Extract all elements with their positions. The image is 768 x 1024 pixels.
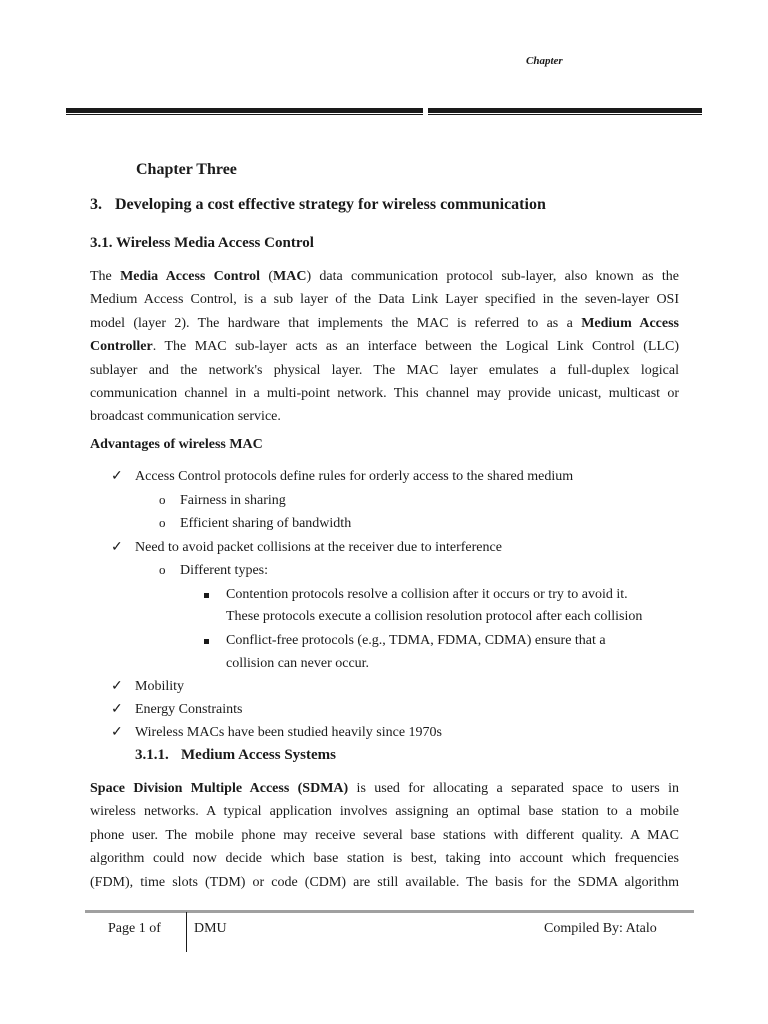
section-title: Developing a cost effective strategy for wireless communication <box>115 196 546 213</box>
subsection-heading: 3.1. Wireless Media Access Control <box>90 235 314 251</box>
circle-bullet-icon: o <box>159 492 166 507</box>
section-number: 3. <box>90 196 102 213</box>
text-run: model (layer 2). The hardware that implements the MAC is referred to as a <box>90 315 582 331</box>
list-item-text: Wireless MACs have been studied heavily since 1970s <box>135 725 442 740</box>
intro-paragraph <box>90 265 679 429</box>
sdma-line-1 <box>90 777 679 800</box>
advantages-heading: Advantages of wireless MAC <box>90 437 263 452</box>
check-icon: ✓ <box>111 540 123 555</box>
sub-list-item <box>159 562 268 580</box>
list-item-text: Fairness in sharing <box>180 493 286 508</box>
header-rule-left-thin <box>66 114 423 115</box>
list-item-text: Access Control protocols define rules for orderly access to the shared medium <box>135 469 574 484</box>
check-icon: ✓ <box>111 679 123 694</box>
list-item-text: Conflict-free protocols (e.g., TDMA, FDMA, CDMA) ensure that a <box>226 633 606 648</box>
bold-term: MAC <box>273 269 307 284</box>
sdma-line-5: (FDM), time slots (TDM) or code (CDM) are still available. The basis for the SDMA algorithm <box>90 874 679 890</box>
sdma-line-3: phone user. The mobile phone may receive several base stations with different quality. A MAC <box>90 827 679 843</box>
section-heading <box>90 196 546 214</box>
text-run: is used for allocating a separated space to users in <box>348 781 679 796</box>
sub-list-item <box>159 492 286 510</box>
bold-term: Space Division Multiple Access (SDMA) <box>90 781 349 796</box>
list-item-text: Different types: <box>180 563 268 578</box>
circle-bullet-icon: o <box>159 515 166 530</box>
circle-bullet-icon: o <box>159 562 166 577</box>
sdma-line-4: algorithm could now decide which base station is best, taking into account which frequencies <box>90 851 679 867</box>
sub-sub-list-item <box>226 586 628 604</box>
intro-line-2: Medium Access Control, is a sub layer of the Data Link Layer specified in the seven-layer OSI <box>90 292 679 308</box>
list-item <box>111 468 574 486</box>
running-header: Chapter <box>526 55 563 67</box>
sdma-line-2: wireless networks. A typical application involves assigning an optimal base station to a mobile <box>90 804 679 820</box>
header-rule-right-thin <box>428 114 702 115</box>
intro-line-5: sublayer and the network's physical layer. The MAC layer emulates a full-duplex logical <box>90 362 679 378</box>
text-run: ( <box>260 269 274 284</box>
footer-page-number: Page 1 of <box>108 921 161 936</box>
intro-line-4 <box>90 335 679 358</box>
list-item-text: Mobility <box>135 679 185 694</box>
subsubsection-number: 3.1.1. <box>135 747 169 763</box>
square-bullet-icon <box>204 593 209 598</box>
footer-rule <box>85 910 694 913</box>
check-icon: ✓ <box>111 702 123 717</box>
footer-divider <box>186 912 187 952</box>
sub-sub-list-item <box>226 632 606 650</box>
square-bullet-icon <box>204 639 209 644</box>
list-item-text: Need to avoid packet collisions at the receiver due to interference <box>135 540 502 555</box>
intro-line-7: broadcast communication service. <box>90 409 281 425</box>
check-icon: ✓ <box>111 725 123 740</box>
intro-line-1 <box>90 265 679 288</box>
list-item <box>111 539 502 557</box>
footer-compiled-by: Compiled By: Atalo <box>544 921 657 936</box>
bold-term: Controller <box>90 339 153 355</box>
check-icon: ✓ <box>111 469 123 484</box>
subsubsection-heading <box>135 747 336 764</box>
list-item <box>111 724 442 742</box>
list-item <box>111 678 185 696</box>
sub-list-item <box>159 515 352 533</box>
text-run: ) data communication protocol sub-layer, also known as the <box>306 269 679 284</box>
footer-organization: DMU <box>194 921 227 936</box>
chapter-title: Chapter Three <box>136 161 237 178</box>
sdma-paragraph <box>90 777 679 894</box>
bold-term: Medium Access <box>581 315 679 331</box>
header-rule-left-thick <box>66 108 423 113</box>
sub-sub-list-item-continuation: collision can never occur. <box>226 656 370 671</box>
text-run: . The MAC sub-layer acts as an interface between the Logical Link Control (LLC) <box>152 339 679 355</box>
header-rule-right-thick <box>428 108 702 113</box>
list-item-text: Efficient sharing of bandwidth <box>180 516 352 531</box>
intro-line-3 <box>90 312 679 335</box>
intro-line-6: communication channel in a multi-point network. This channel may provide unicast, multicast or <box>90 385 679 401</box>
list-item-text: Contention protocols resolve a collision after it occurs or try to avoid it. <box>226 587 628 602</box>
subsubsection-title: Medium Access Systems <box>181 747 336 763</box>
text-run: The <box>90 269 121 284</box>
list-item-text: Energy Constraints <box>135 702 243 717</box>
bold-term: Media Access Control <box>120 269 261 284</box>
sub-sub-list-item-continuation: These protocols execute a collision resolution protocol after each collision <box>226 609 643 624</box>
list-item <box>111 701 243 719</box>
